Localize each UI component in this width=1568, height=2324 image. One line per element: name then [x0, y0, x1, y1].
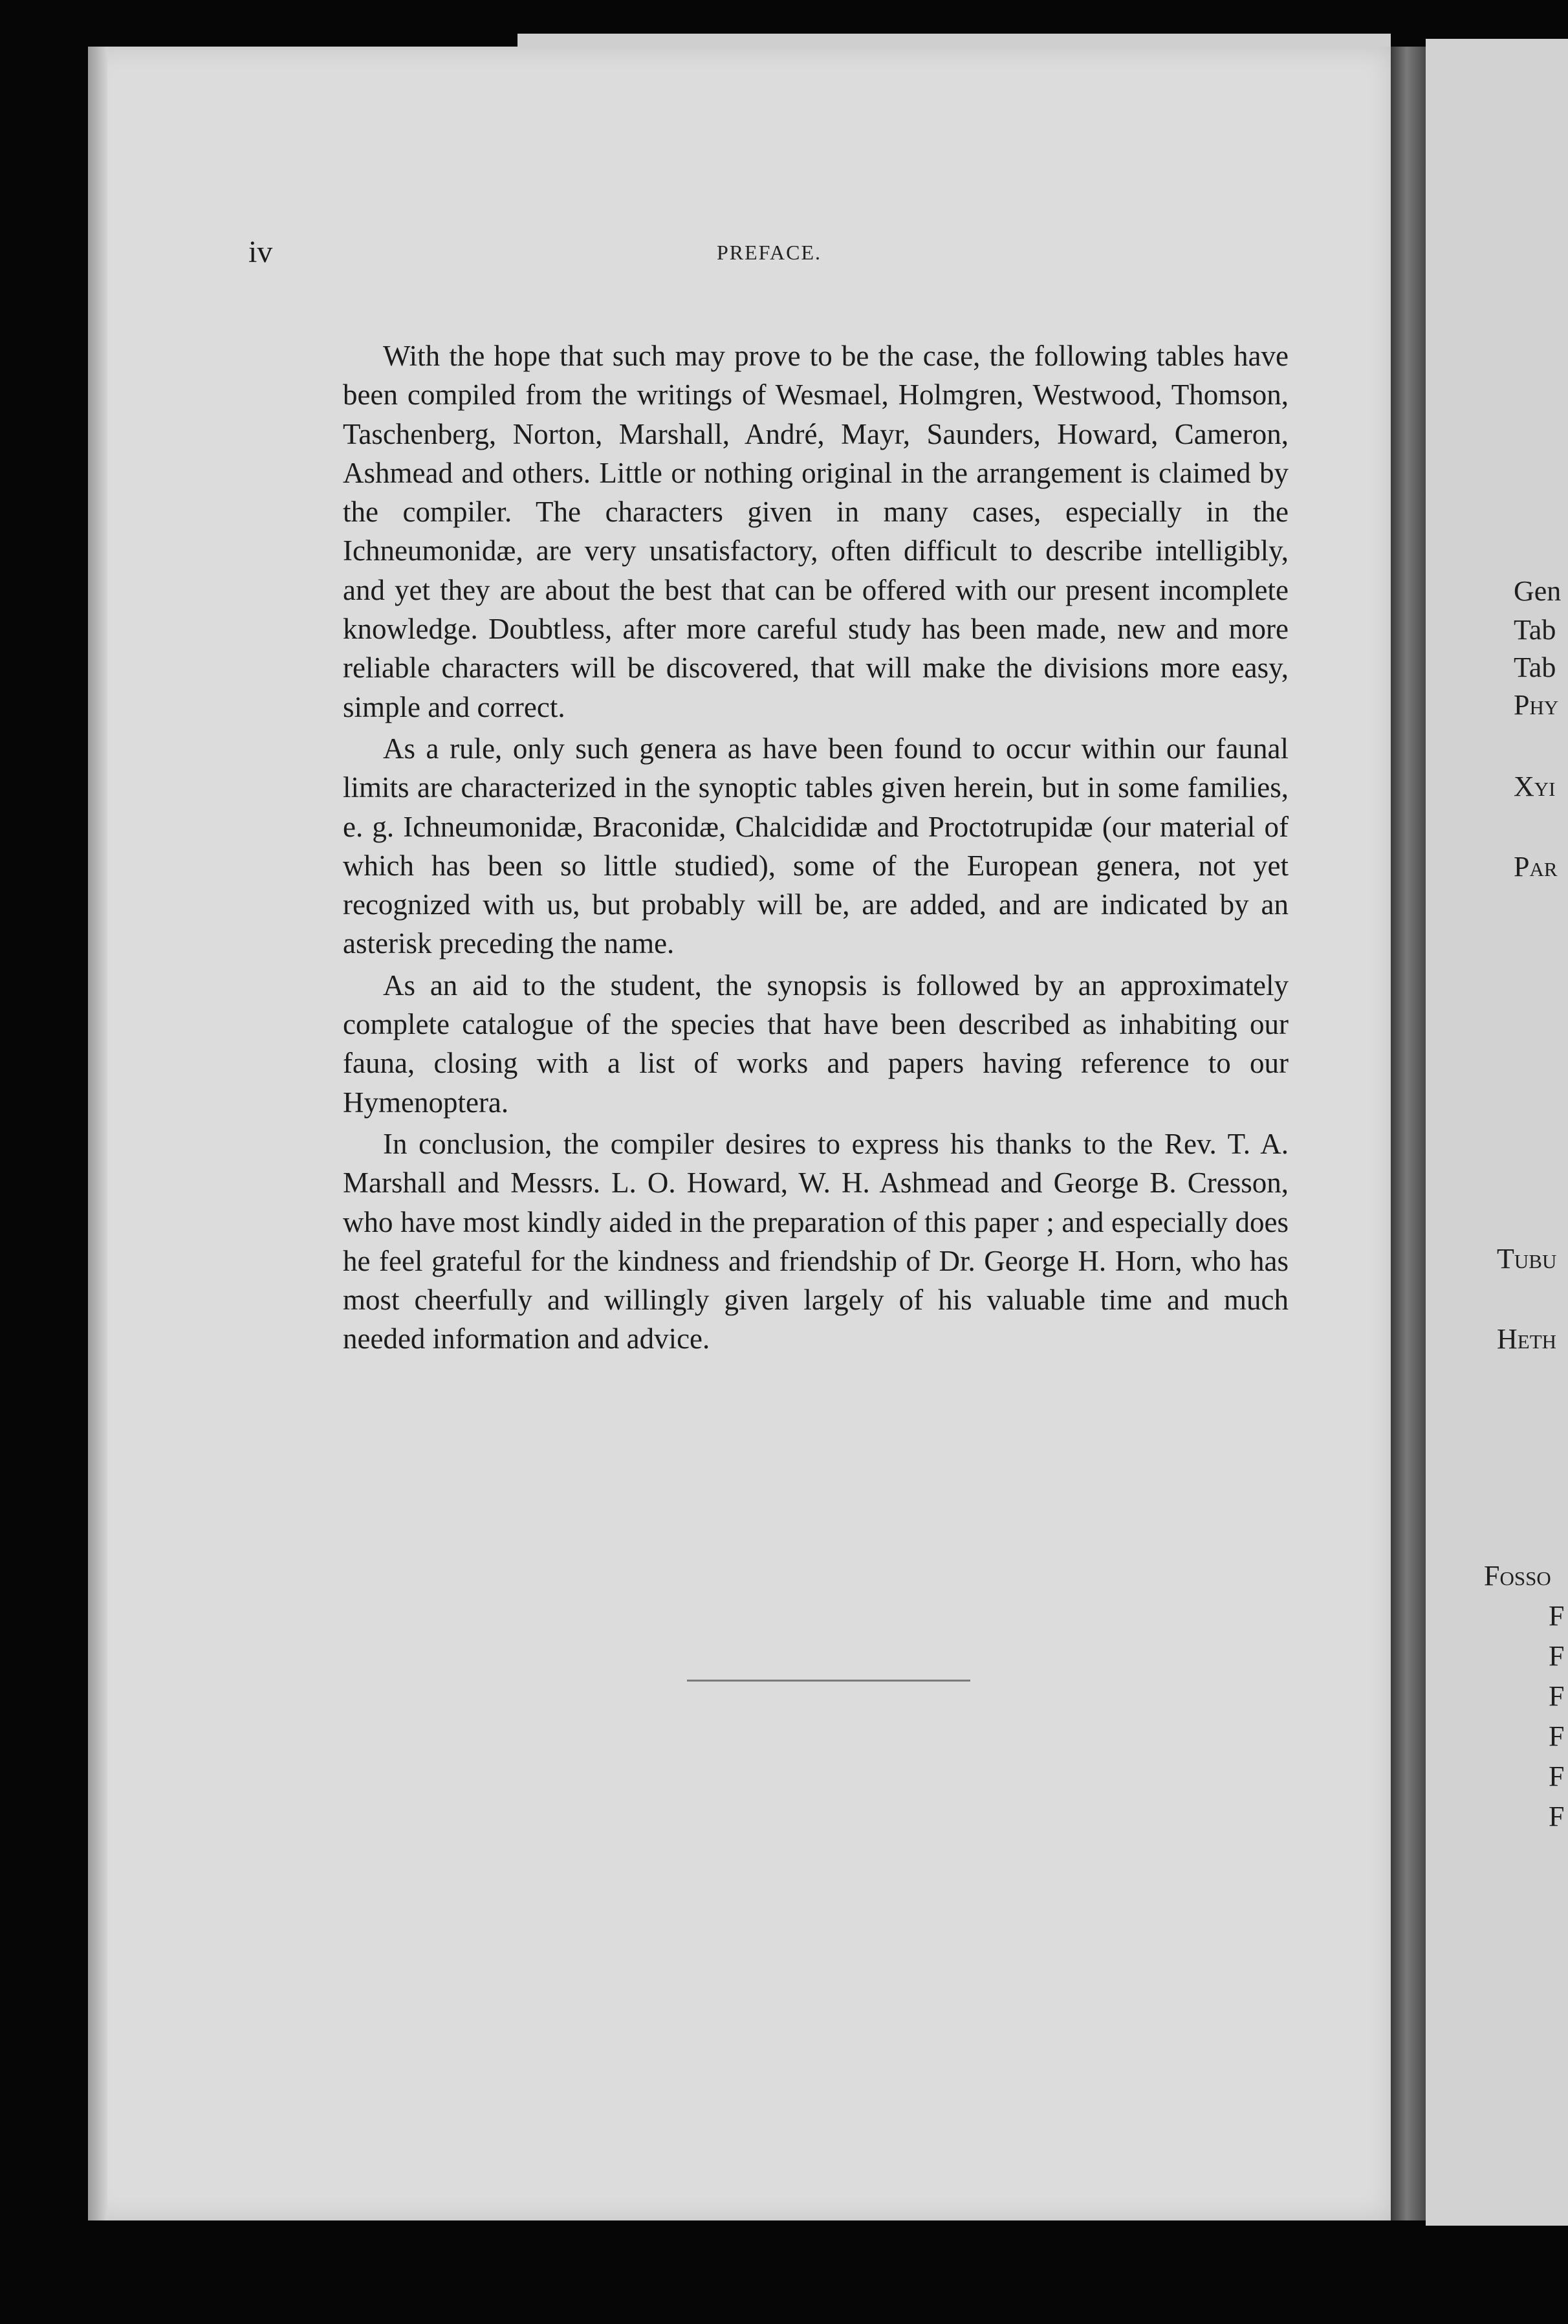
section-end-rule [687, 1680, 970, 1682]
book-gutter [1391, 47, 1426, 2220]
facing-entry: Gen [1514, 575, 1562, 607]
facing-entry: Tab [1514, 614, 1556, 646]
paragraph-2: As a rule, only such genera as have been found to occur within our faunal limits are characterized in the synoptic tables given herein, but in some families, e. g. Ichneumonidæ, Braconidæ, Chalcididæ and Proctotrupidæ (our material of which has been so little studied), some of the European genera, not yet recognized with us, but probably will be, are added, and are indicated by an asterisk preceding the name. [343, 732, 1289, 960]
facing-entry: Heth [1497, 1323, 1557, 1355]
page-number: iv [248, 235, 273, 269]
facing-entry: F [1549, 1720, 1565, 1752]
page-edge-shadow [88, 47, 107, 2220]
paragraph-3: As an aid to the student, the synopsis is followed by an approximately complete catalogue of the species that have been described as inhabiting our fauna, closing with a list of works and papers having reference to our Hymenoptera. [343, 969, 1289, 1119]
facing-entry: Tubu [1497, 1243, 1557, 1275]
facing-entry: Fosso [1484, 1560, 1551, 1592]
facing-entry: F [1549, 1680, 1565, 1712]
running-title: PREFACE. [716, 241, 822, 264]
facing-entry: Phy [1514, 689, 1559, 721]
running-head [248, 234, 1290, 286]
facing-entry: F [1549, 1640, 1565, 1672]
facing-entry: Xyi [1514, 771, 1556, 802]
preface-body [343, 336, 1289, 1361]
facing-entry: Par [1514, 851, 1558, 882]
facing-page-entries [1484, 0, 1568, 2324]
paragraph-1: With the hope that such may prove to be the case, the following tables have been compiled from the writings of Wesmael, Holmgren, Westwood, Thomson, Taschenberg, Norton, Marshall, André, Mayr, Saunders, Howard, Cameron, Ashmead and others. Little or nothing original in the arrangement is claimed by the compiler. The characters given in many cases, especially in the Ichneumonidæ, are very unsatisfactory, often difficult to describe intelligibly, and yet they are about the best that can be offered with our present incomplete knowledge. Doubtless, after more careful study has been made, new and more reliable characters will be discovered, that will make the divisions more easy, simple and correct. [343, 340, 1289, 723]
facing-entry: Tab [1514, 652, 1556, 683]
facing-entry: F [1549, 1760, 1565, 1792]
facing-entry: F [1549, 1600, 1565, 1632]
paragraph-4: In conclusion, the compiler desires to express his thanks to the Rev. T. A. Marshall and Messrs. L. O. Howard, W. H. Ashmead and George B. Cresson, who have most kindly aided in the preparation of this paper ; and especially does he feel grateful for the kindness and friendship of Dr. George H. Horn, who has most cheerfully and willingly given largely of his valuable time and much needed information and advice. [343, 1127, 1289, 1355]
facing-entry: F [1549, 1801, 1565, 1832]
